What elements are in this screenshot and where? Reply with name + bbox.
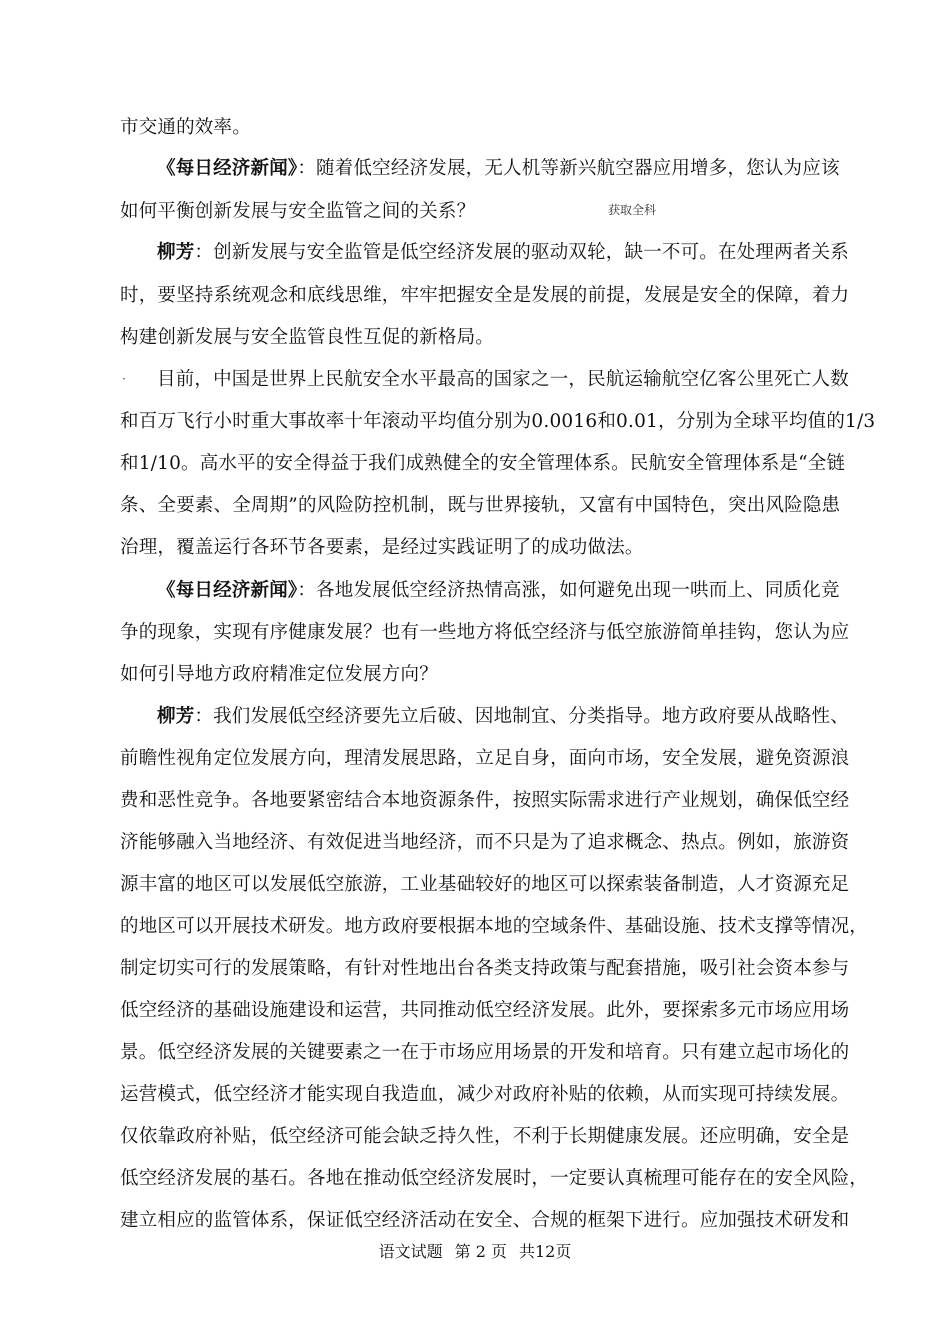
watermark-text: 获取全科 <box>608 203 657 217</box>
text-line: 治理，覆盖运行各环节各要素，是经过实践证明了的成功做法。 <box>120 537 644 558</box>
speaker-label: 《每日经济新闻》 <box>157 580 298 601</box>
text-line: 济能够融入当地经济、有效促进当地经济，而不只是为了追求概念、热点。例如，旅游资 <box>120 832 850 853</box>
text-line: 和百万飞行小时重大事故率十年滚动平均值分别为0.0016和0.01，分别为全球平均值的1/3 <box>120 411 876 432</box>
text-line: 低空经济发展的基石。各地在推动低空经济发展时，一定要认真梳理可能存在的安全风险， <box>120 1168 869 1189</box>
text-line: 《每日经济新闻》：随着低空经济发展，无人机等新兴航空器应用增多，您认为应该 <box>157 158 840 179</box>
text-line: 和1/10。高水平的安全得益于我们成熟健全的安全管理体系。民航安全管理体系是“全链 <box>120 453 846 474</box>
page-footer <box>0 1240 950 1264</box>
footer-subject: 语文试题 <box>378 1242 443 1261</box>
stray-mark: · <box>122 372 126 386</box>
text-line: 前瞻性视角定位发展方向，理清发展思路，立足自身，面向市场，安全发展，避免资源浪 <box>120 748 850 769</box>
text-line: 争的现象，实现有序健康发展？也有一些地方将低空经济与低空旅游简单挂钩，您认为应 <box>120 622 850 643</box>
text-line: 如何平衡创新发展与安全监管之间的关系？ <box>120 201 476 222</box>
text-line: 低空经济的基础设施建设和运营，共同推动低空经济发展。此外，要探索多元市场应用场 <box>120 1000 850 1021</box>
speaker-label: 《每日经济新闻》 <box>157 158 298 179</box>
text-line: 的地区可以开展技术研发。地方政府要根据本地的空域条件、基础设施、技术支撑等情况， <box>120 916 869 937</box>
text-line: 柳芳：我们发展低空经济要先立后破、因地制宜、分类指导。地方政府要从战略性、 <box>157 706 849 727</box>
speaker-label: 柳芳 <box>157 706 195 727</box>
text-line: 仅依靠政府补贴，低空经济可能会缺乏持久性，不利于长期健康发展。还应明确，安全是 <box>120 1126 850 1147</box>
text-line: 源丰富的地区可以发展低空旅游，工业基础较好的地区可以探索装备制造，人才资源充足 <box>120 874 850 895</box>
text-line: 目前，中国是世界上民航安全水平最高的国家之一，民航运输航空亿客公里死亡人数 <box>157 369 849 390</box>
text-line: 制定切实可行的发展策略，有针对性地出台各类支持政策与配套措施，吸引社会资本参与 <box>120 958 850 979</box>
text-line: 费和恶性竞争。各地要紧密结合本地资源条件，按照实际需求进行产业规划，确保低空经 <box>120 790 850 811</box>
speaker-label: 柳芳 <box>157 242 195 263</box>
footer-page-number: 第 2 页 <box>454 1242 507 1261</box>
text-line: 柳芳：创新发展与安全监管是低空经济发展的驱动双轮，缺一不可。在处理两者关系 <box>157 242 849 263</box>
text-line: 《每日经济新闻》：各地发展低空经济热情高涨，如何避免出现一哄而上、同质化竞 <box>157 580 840 601</box>
text-line: 市交通的效率。 <box>120 117 251 138</box>
text-line: 如何引导地方政府精准定位发展方向？ <box>120 664 438 685</box>
text-line: 景。低空经济发展的关键要素之一在于市场应用场景的开发和培育。只有建立起市场化的 <box>120 1042 850 1063</box>
text-line: 条、全要素、全周期”的风险防控机制，既与世界接轨，又富有中国特色，突出风险隐患 <box>120 495 841 516</box>
text-line: 时，要坚持系统观念和底线思维，牢牢把握安全是发展的前提，发展是安全的保障，着力 <box>120 285 850 306</box>
text-line: 运营模式，低空经济才能实现自我造血，减少对政府补贴的依赖，从而实现可持续发展。 <box>120 1084 850 1105</box>
footer-total-pages: 共12页 <box>519 1242 572 1261</box>
text-line: 构建创新发展与安全监管良性互促的新格局。 <box>120 327 495 348</box>
text-line: 建立相应的监管体系，保证低空经济活动在安全、合规的框架下进行。应加强技术研发和 <box>120 1210 850 1231</box>
